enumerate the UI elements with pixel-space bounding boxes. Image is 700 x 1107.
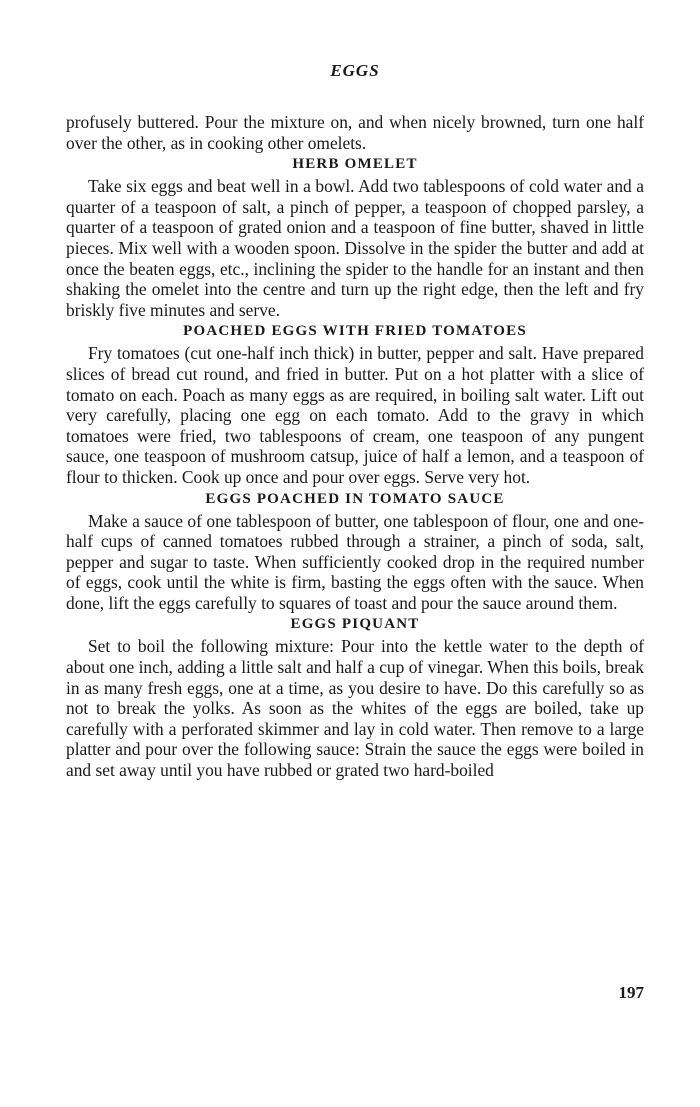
- recipe-text-eggs-poached-tomato-sauce: Make a sauce of one tablespoon of butter, one tablespoon of flour, one and one-half cups of canned tomatoes rubbed through a strainer, a pinch of soda, salt, pepper and sugar to taste. When sufficiently cooked drop in the required number of eggs, cook until the white is firm, basting the eggs often with the sauce. When done, lift the eggs carefully to squares of toast and pour the sauce around them.: [66, 510, 644, 613]
- book-page: [66, 58, 644, 1002]
- running-head: EGGS: [330, 61, 380, 80]
- page-number: 197: [618, 983, 644, 1002]
- recipe-text-herb-omelet: Take six eggs and beat well in a bowl. Add two tablespoons of cold water and a quarter of a teaspoon of salt, a pinch of pepper, a teaspoon of chopped parsley, a quarter of a teaspoon of grated onion and a teaspoon of fine butter, shaved in little pieces. Mix well with a wooden spoon. Dissolve in the spider the butter and add at once the beaten eggs, etc., inclining the spider to the handle for an instant and then shaking the omelet into the centre and turn up the right edge, then the left and fry briskly five minutes and serve.: [66, 176, 644, 320]
- recipe-title-eggs-piquant: EGGS PIQUANT: [290, 616, 420, 633]
- recipe-text-poached-eggs-fried-tomatoes: Fry tomatoes (cut one-half inch thick) in butter, pepper and salt. Have prepared slices of bread cut round, and fried in butter. Put on a hot platter with a slice of tomato on each. Poach as many eggs as are required, in boiling salt water. Lift out very carefully, placing one egg on each tomato. Add to the gravy in which tomatoes were fried, two tablespoons of cream, one teaspoon of any pungent sauce, one teaspoon of mushroom catsup, juice of half a lemon, and a teaspoon of flour to thicken. Cook up once and pour over eggs. Serve very hot.: [66, 343, 644, 487]
- recipe-title-poached-eggs-fried-tomatoes: POACHED EGGS WITH FRIED TOMATOES: [183, 323, 527, 340]
- recipe-title-eggs-poached-tomato-sauce: EGGS POACHED IN TOMATO SAUCE: [205, 490, 505, 507]
- continued-paragraph: profusely buttered. Pour the mixture on, and when nicely browned, turn one half over the other, as in cooking other omelets.: [66, 112, 644, 153]
- recipe-text-eggs-piquant: Set to boil the following mixture: Pour into the kettle water to the depth of about one inch, adding a little salt and half a cup of vinegar. When this boils, break in as many fresh eggs, one at a time, as you desire to have. Do this carefully so as not to break the yolks. As soon as the whites of the eggs are boiled, take up carefully with a perforated skimmer and lay in cold water. Then remove to a large platter and pour over the following sauce: Strain the sauce the eggs were boiled in and set away until you have rubbed or grated two hard-boiled: [66, 636, 644, 781]
- recipe-title-herb-omelet: HERB OMELET: [292, 156, 418, 173]
